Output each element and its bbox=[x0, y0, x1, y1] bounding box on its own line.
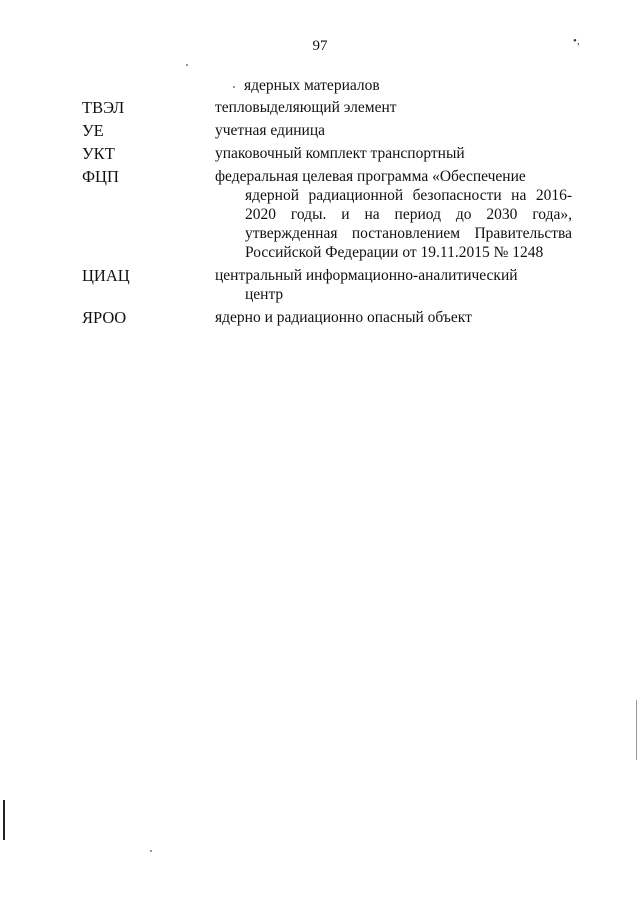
abbreviation-term: ЦИАЦ bbox=[82, 266, 130, 285]
abbreviation-term: ФЦП bbox=[82, 167, 119, 186]
abbreviation-list bbox=[82, 98, 572, 331]
glossary-entry bbox=[82, 121, 572, 140]
abbreviation-term: ЯРОО bbox=[82, 308, 127, 327]
abbreviation-definition bbox=[215, 121, 572, 140]
abbreviation-term: УКТ bbox=[82, 144, 115, 163]
glossary-entry bbox=[82, 144, 572, 163]
glossary-entry bbox=[82, 98, 572, 117]
scan-speck bbox=[233, 86, 235, 88]
abbreviation-definition bbox=[215, 144, 572, 163]
continuation-line: ядерных материалов bbox=[244, 77, 380, 94]
abbreviation-definition bbox=[215, 308, 572, 327]
page-number: 97 bbox=[312, 38, 328, 54]
scan-speck bbox=[186, 64, 188, 66]
abbreviation-term: УЕ bbox=[82, 121, 104, 140]
definition-first-line: учетная единица bbox=[215, 122, 325, 139]
scan-margin-line bbox=[3, 800, 5, 840]
glossary-entry bbox=[82, 308, 572, 327]
scan-edge-line bbox=[636, 700, 637, 760]
definition-continuation: ядерной радиационной безопасности на 2016-2020 годы. и на период до 2030 года», утвержденная постановлением Правительства Российской Федерации от 19.11.2015 № 1248 bbox=[245, 187, 572, 261]
abbreviation-term: ТВЭЛ bbox=[82, 98, 125, 117]
definition-first-line: тепловыделяющий элемент bbox=[215, 99, 397, 116]
abbreviation-definition bbox=[215, 266, 572, 304]
glossary-entry bbox=[82, 266, 572, 304]
scan-mark: •, bbox=[573, 35, 580, 47]
definition-first-line: центральный информационно-аналитический bbox=[215, 267, 518, 284]
definition-first-line: ядерно и радиационно опасный объект bbox=[215, 309, 472, 326]
definition-first-line: федеральная целевая программа «Обеспечение bbox=[215, 168, 526, 185]
abbreviation-definition bbox=[215, 167, 572, 262]
glossary-entry bbox=[82, 167, 572, 262]
abbreviation-definition bbox=[215, 98, 572, 117]
definition-continuation: центр bbox=[245, 286, 284, 303]
definition-first-line: упаковочный комплект транспортный bbox=[215, 145, 465, 162]
scan-speck bbox=[150, 850, 152, 852]
